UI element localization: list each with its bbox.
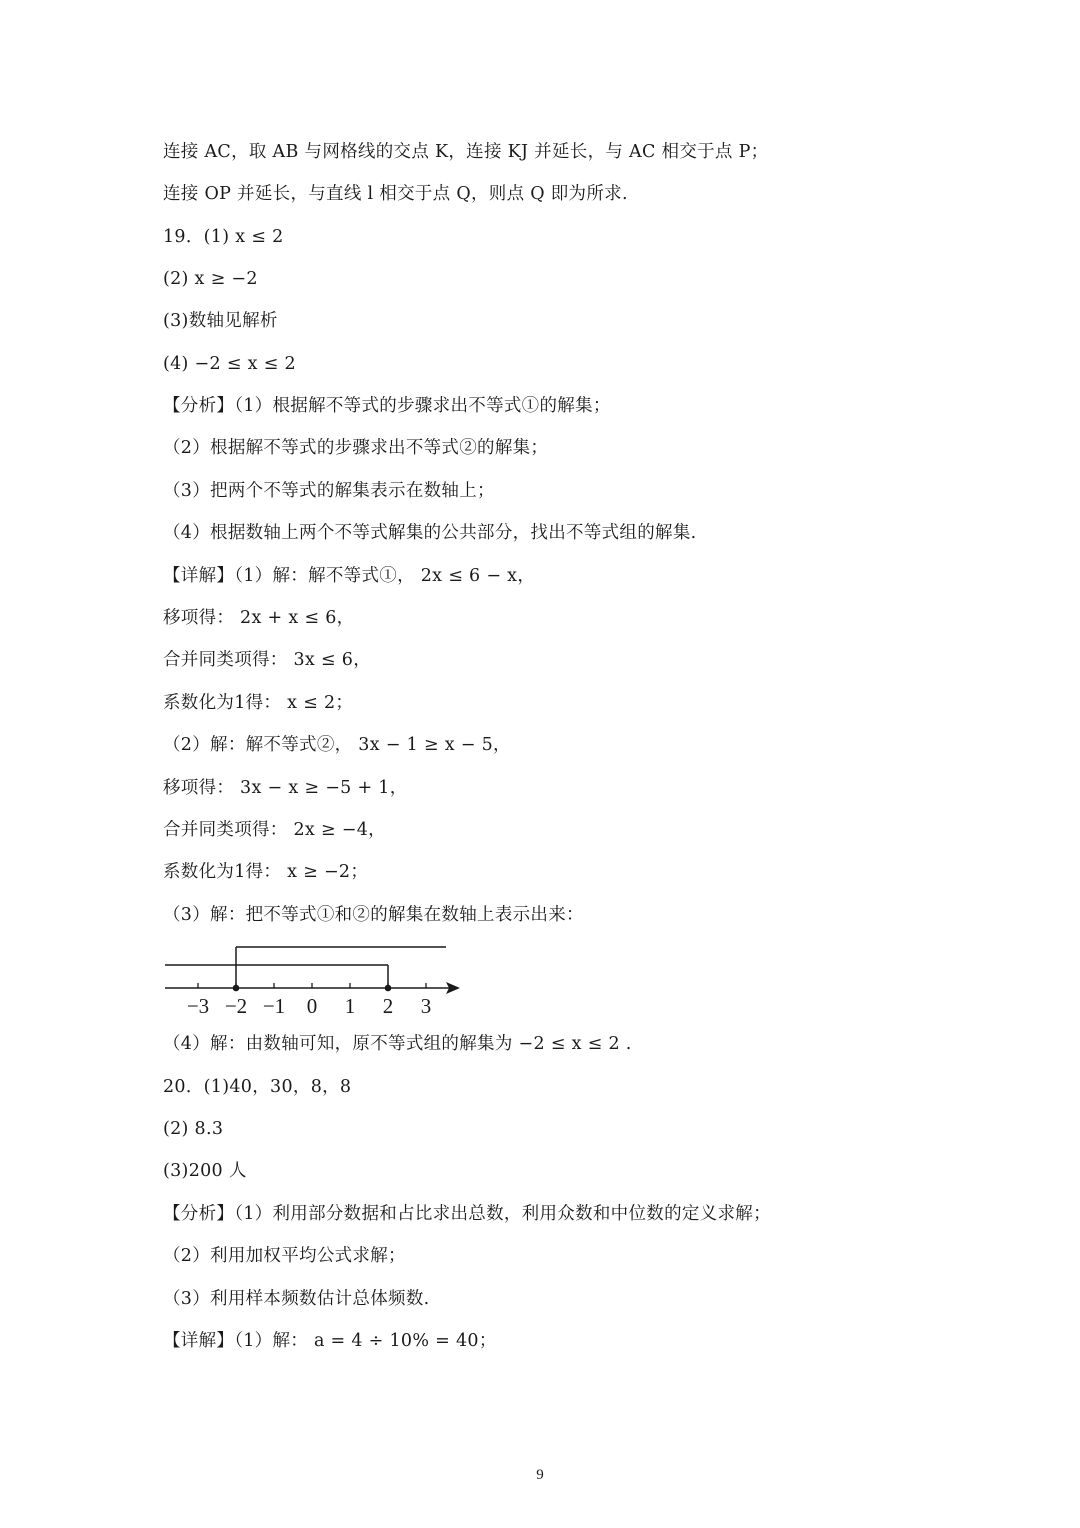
tick-label: −1 bbox=[262, 994, 286, 1018]
tick-label: 2 bbox=[382, 994, 394, 1018]
tick-label: −2 bbox=[224, 994, 248, 1018]
endpoint-dot-icon bbox=[233, 985, 240, 992]
text-line: (2) x ≥ −2 bbox=[163, 269, 258, 289]
page-number: 9 bbox=[536, 1467, 544, 1483]
text-line: 系数化为1得： x ≥ −2； bbox=[163, 862, 369, 882]
text-line: 【详解】（1）解：解不等式①， 2x ≤ 6 − x， bbox=[163, 566, 536, 586]
text-line: （2）根据解不等式的步骤求出不等式②的解集； bbox=[163, 438, 549, 458]
text-line: (3)数轴见解析 bbox=[163, 311, 278, 331]
text-line: 系数化为1得： x ≤ 2； bbox=[163, 693, 354, 713]
tick-label: 3 bbox=[420, 994, 432, 1018]
text-line: （3）把两个不等式的解集表示在数轴上； bbox=[163, 481, 495, 501]
text-line: （3）解：把不等式①和②的解集在数轴上表示出来： bbox=[163, 905, 584, 925]
text-line: 【详解】（1）解： a = 4 ÷ 10% = 40； bbox=[163, 1331, 497, 1351]
endpoint-dot-icon bbox=[385, 985, 392, 992]
text-line: 合并同类项得： 2x ≥ −4， bbox=[163, 820, 386, 840]
text-line: （3）利用样本频数估计总体频数. bbox=[163, 1289, 430, 1309]
tick-label: −3 bbox=[186, 994, 210, 1018]
text-line: （2）利用加权平均公式求解； bbox=[163, 1246, 406, 1266]
text-line: 连接 AC，取 AB 与网格线的交点 K，连接 KJ 并延长，与 AC 相交于点 P； bbox=[163, 142, 769, 162]
tick-label: 0 bbox=[306, 994, 318, 1018]
text-line: 【分析】（1）利用部分数据和占比求出总数，利用众数和中位数的定义求解； bbox=[163, 1204, 771, 1224]
text-line: （2）解：解不等式②， 3x − 1 ≥ x − 5， bbox=[163, 735, 511, 755]
text-line: (4) −2 ≤ x ≤ 2 bbox=[163, 354, 296, 374]
text-line: （4）根据数轴上两个不等式解集的公共部分，找出不等式组的解集. bbox=[163, 523, 697, 543]
text-line: 移项得： 2x + x ≤ 6， bbox=[163, 608, 355, 628]
text-line: 【分析】（1）根据解不等式的步骤求出不等式①的解集； bbox=[163, 396, 611, 416]
text-line: 合并同类项得： 3x ≤ 6， bbox=[163, 650, 371, 670]
text-line: 19．(1) x ≤ 2 bbox=[163, 227, 284, 247]
text-line: (2) 8.3 bbox=[163, 1119, 224, 1139]
text-line: (3)200 人 bbox=[163, 1161, 247, 1181]
text-line: （4）解：由数轴可知，原不等式组的解集为 −2 ≤ x ≤ 2 . bbox=[163, 1034, 632, 1054]
text-line: 连接 OP 并延长，与直线 l 相交于点 Q，则点 Q 即为所求. bbox=[163, 184, 628, 204]
tick-label: 1 bbox=[344, 994, 356, 1018]
text-line: 移项得： 3x − x ≥ −5 + 1， bbox=[163, 778, 408, 798]
number-line-diagram bbox=[160, 938, 470, 1022]
text-line: 20．(1)40，30，8，8 bbox=[163, 1077, 352, 1097]
